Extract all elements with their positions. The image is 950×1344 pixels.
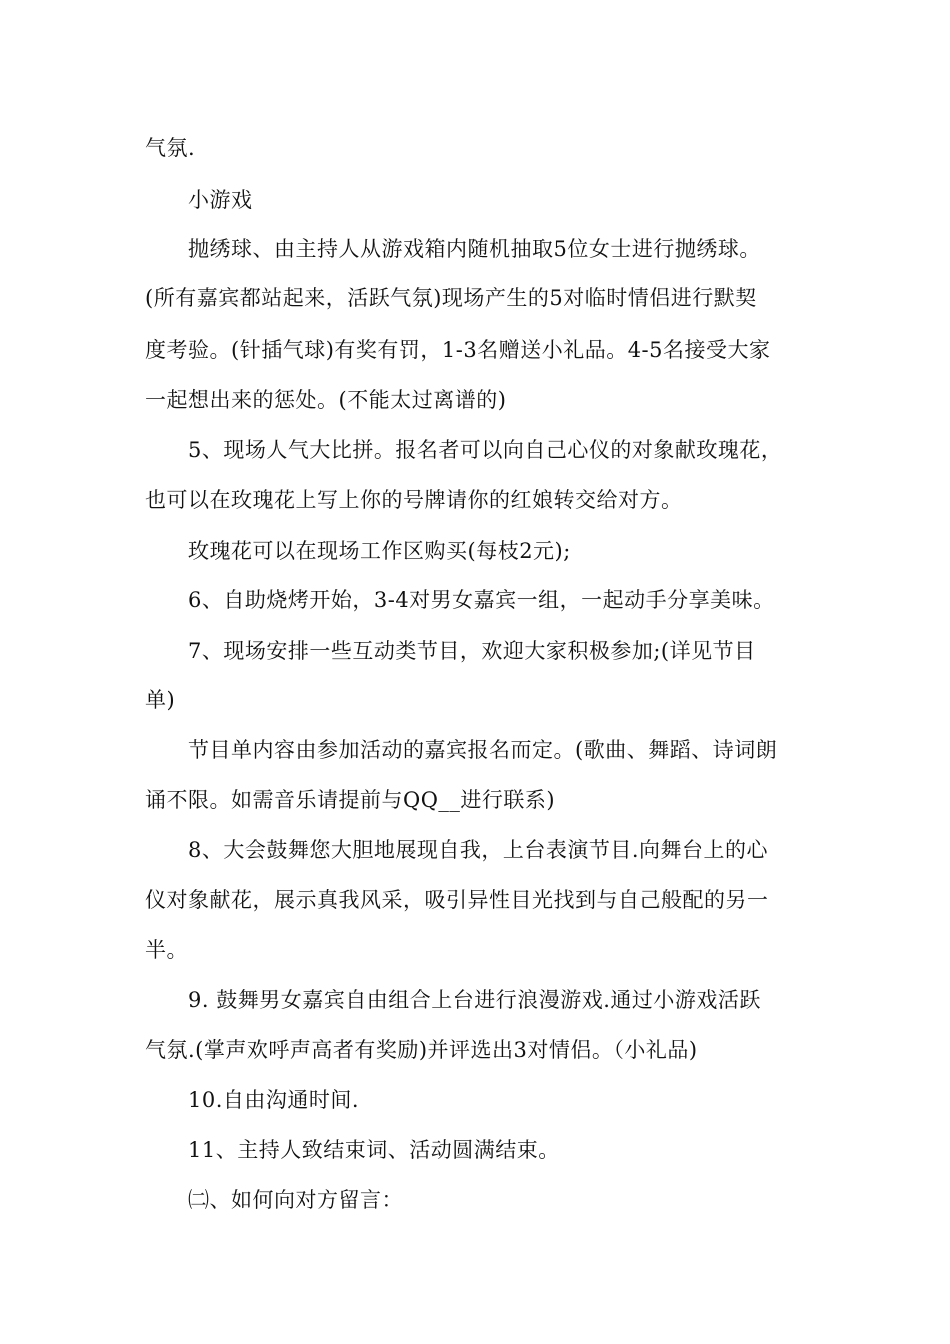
- text-line: 6、自助烧烤开始，3-4对男女嘉宾一组，一起动手分享美味。: [188, 588, 775, 612]
- section-heading: 小游戏: [188, 188, 253, 212]
- section-heading: ㈡、如何向对方留言：: [188, 1188, 403, 1212]
- text-line: 仪对象献花，展示真我风采，吸引异性目光找到与自己般配的另一: [145, 888, 769, 912]
- text-line: 节目单内容由参加活动的嘉宾报名而定。(歌曲、舞蹈、诗词朗: [188, 738, 778, 762]
- text-line: 也可以在玫瑰花上写上你的号牌请你的红娘转交给对方。: [145, 488, 683, 512]
- text-line: 10.自由沟通时间.: [188, 1088, 360, 1112]
- text-line: 抛绣球、由主持人从游戏箱内随机抽取5位女士进行抛绣球。: [188, 237, 761, 261]
- text-line: 气氛.(掌声欢呼声高者有奖励)并评选出3对情侣。（小礼品): [145, 1038, 698, 1062]
- text-line: 气氛.: [145, 136, 196, 160]
- text-line: 单): [145, 688, 176, 712]
- text-line: (所有嘉宾都站起来，活跃气氛)现场产生的5对临时情侣进行默契: [145, 286, 757, 310]
- text-line: 玫瑰花可以在现场工作区购买(每枝2元);: [188, 539, 571, 563]
- text-line: 11、主持人致结束词、活动圆满结束。: [188, 1138, 560, 1162]
- text-line: 8、大会鼓舞您大胆地展现自我，上台表演节目.向舞台上的心: [188, 838, 769, 862]
- text-line: 诵不限。如需音乐请提前与QQ__进行联系): [145, 788, 556, 812]
- text-line: 5、现场人气大比拼。报名者可以向自己心仪的对象献玫瑰花，: [188, 438, 783, 462]
- text-line: 9. 鼓舞男女嘉宾自由组合上台进行浪漫游戏.通过小游戏活跃: [188, 988, 761, 1012]
- text-line: 度考验。(针插气球)有奖有罚，1-3名赠送小礼品。4-5名接受大家: [145, 338, 771, 362]
- text-line: 一起想出来的惩处。(不能太过离谱的): [145, 388, 507, 412]
- text-line: 半。: [145, 938, 188, 962]
- text-line: 7、现场安排一些互动类节目，欢迎大家积极参加;(详见节目: [188, 639, 756, 663]
